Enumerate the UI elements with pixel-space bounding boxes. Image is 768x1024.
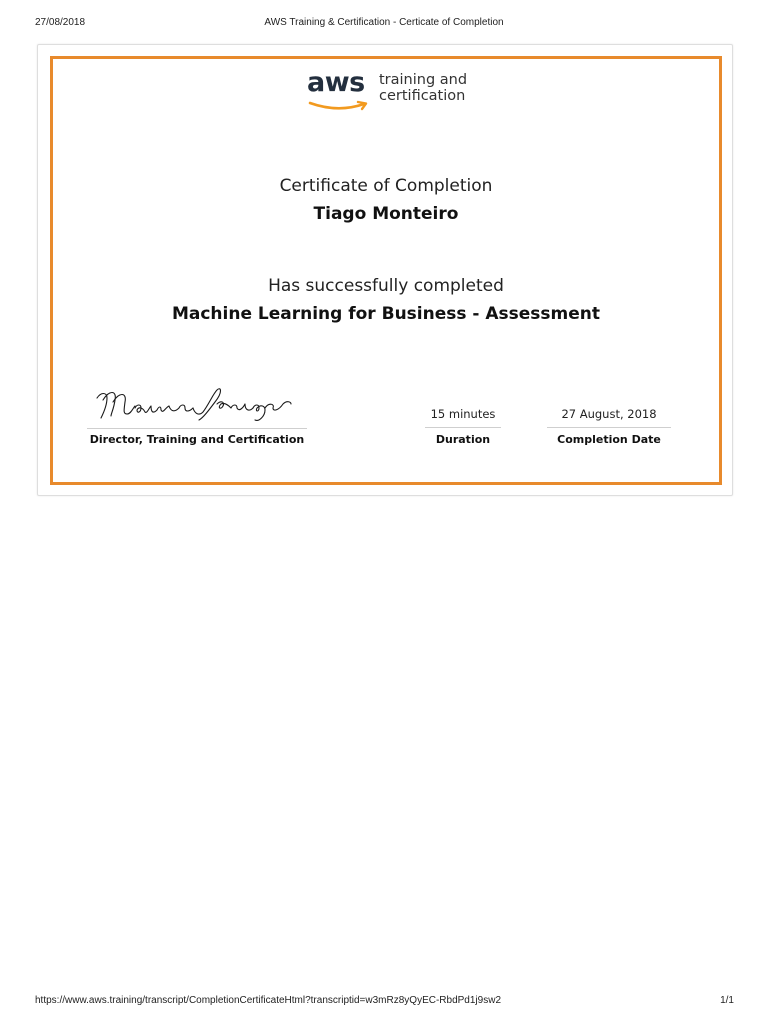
certificate-title: Certificate of Completion [279, 176, 493, 196]
duration-value: 15 minutes [430, 407, 496, 421]
logo-tagline-line1: training and [379, 72, 468, 88]
course-name: Machine Learning for Business - Assessment [171, 304, 601, 324]
duration-rule [425, 427, 501, 428]
aws-wordmark: aws [307, 67, 365, 98]
logo-tagline [379, 72, 467, 104]
signature-image [95, 386, 293, 424]
duration-label: Duration [435, 433, 491, 446]
logo-tagline-line2: certification [379, 88, 466, 104]
certificate-frame [50, 56, 722, 485]
completion-date-value: 27 August, 2018 [561, 407, 657, 421]
signatory-title: Director, Training and Certification [89, 433, 305, 446]
print-url: https://www.aws.training/transcript/CompletionCertificateHtml?transcriptid=w3mRz8yQyEC-RbdPd1j9sw2 [35, 995, 502, 1006]
completion-date-column [547, 405, 671, 446]
aws-logo [307, 69, 477, 117]
completion-date-label: Completion Date [557, 433, 661, 446]
recipient-name: Tiago Monteiro [313, 204, 459, 224]
completion-date-rule [547, 427, 671, 428]
completion-statement: Has successfully completed [268, 276, 504, 296]
print-header [0, 17, 768, 31]
print-date: 27/08/2018 [35, 17, 86, 28]
print-page-title: AWS Training & Certification - Certicate of Completion [264, 17, 504, 28]
page-number: 1/1 [720, 995, 734, 1006]
aws-smile-icon [308, 100, 370, 112]
certificate-card [37, 44, 733, 496]
duration-column [425, 405, 501, 446]
signature-line [87, 428, 307, 429]
